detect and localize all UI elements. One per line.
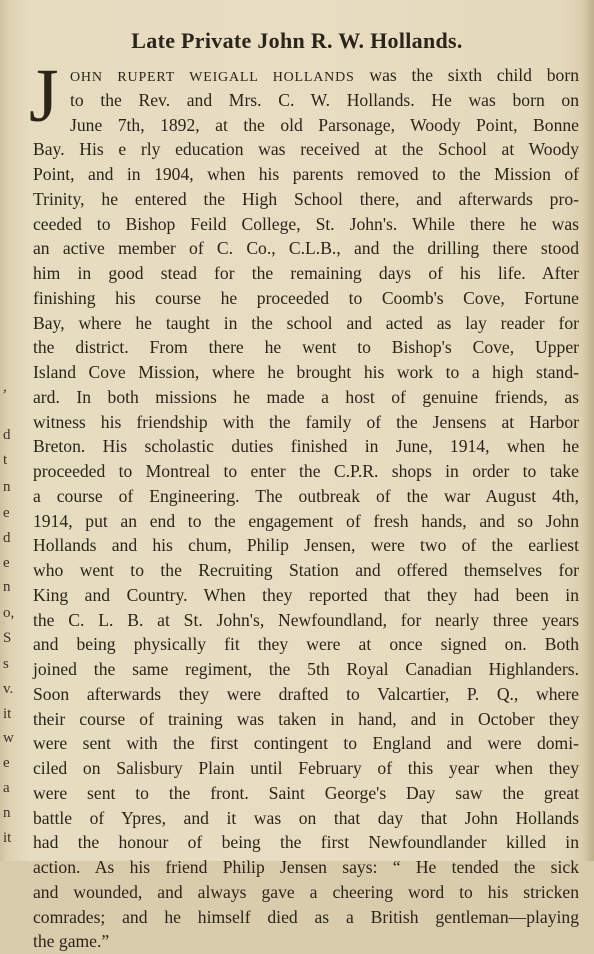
- article-line: to the Rev. and Mrs. C. W. Hollands. He was born on: [70, 89, 579, 110]
- article-line: the district. From there he went to Bishop's Cove, Upper: [33, 337, 579, 358]
- author-name-smallcaps: OHN RUPERT WEIGALL HOLLANDS: [70, 70, 355, 85]
- article-line: Bay. His e rly education was received at the School at Woody: [33, 139, 579, 160]
- article-line: Bay, where he taught in the school and acted as lay reader for: [33, 312, 579, 333]
- article-line: proceeded to Montreal to enter the C.P.R. shops in order to take: [33, 461, 579, 481]
- article-line: battle of Ypres, and it was on that day that John Hollands: [33, 807, 579, 828]
- article-line: a course of Engineering. The outbreak of the war August 4th,: [33, 485, 579, 506]
- article-line: ard. In both missions he made a host of genuine friends, as: [33, 386, 579, 407]
- margin-fragment: a: [3, 780, 10, 796]
- article-line: Trinity, he entered the High School there, and afterwards pro-: [33, 188, 579, 209]
- margin-fragment: o,: [3, 605, 15, 621]
- margin-fragment: d: [3, 530, 11, 546]
- article-line-last: the game.”: [33, 931, 110, 952]
- first-line-text: was the sixth child born: [354, 65, 580, 85]
- article-line: him in good stead for the remaining days of his life. After: [33, 263, 579, 283]
- article-line: Point, and in 1904, when his parents removed to the Mission of: [33, 164, 579, 184]
- article-line: joined the same regiment, the 5th Royal Canadian Highlanders.: [33, 659, 579, 679]
- article-line: Hollands and his chum, Philip Jensen, were two of the earliest: [33, 535, 579, 556]
- article-line: [33, 63, 579, 88]
- article-line: ciled on Salisbury Plain until February of this year when they: [33, 758, 579, 778]
- article-line: were sent with the first contingent to England and were domi-: [33, 733, 579, 754]
- article-line: and wounded, and always gave a cheering word to his stricken: [33, 881, 579, 902]
- article-title: Late Private John R. W. Hollands.: [131, 28, 463, 53]
- article-line: action. As his friend Philip Jensen says: “ He tended the sick: [33, 857, 579, 877]
- margin-fragment: it: [3, 830, 12, 846]
- article-line: and being physically fit they were at once signed on. Both: [33, 634, 579, 655]
- page-edge-shadow: [582, 0, 594, 861]
- article-line: had the honour of being the first Newfoundlander killed in: [33, 832, 579, 853]
- article-line: witness his friendship with the family of the Jensens at Harbor: [33, 411, 579, 432]
- margin-fragment: n: [3, 579, 11, 595]
- article-line: comrades; and he himself died as a British gentleman—playing: [33, 906, 579, 927]
- article-line: ceeded to Bishop Feild College, St. John's. While there he was: [33, 213, 579, 234]
- margin-fragment: e: [3, 555, 10, 571]
- margin-fragment: it: [3, 706, 12, 722]
- margin-fragment: v.: [3, 681, 14, 697]
- article-line: King and Country. When they reported that they had been in: [33, 584, 579, 605]
- article-line: the C. L. B. at St. John's, Newfoundland, for nearly three years: [33, 609, 579, 630]
- article-line: Island Cove Mission, where he brought his work to a high stand-: [33, 362, 579, 382]
- article-line: who went to the Recruiting Station and offered themselves for: [33, 560, 579, 580]
- article-line: 1914, put an end to the engagement of fresh hands, and so John: [33, 510, 579, 531]
- margin-fragment: n: [3, 479, 11, 495]
- article-line: were sent to the front. Saint George's Day saw the great: [33, 782, 579, 803]
- article-body: [29, 54, 580, 954]
- article-line: an active member of C. Co., C.L.B., and the drilling there stood: [33, 238, 579, 259]
- article-line: June 7th, 1892, at the old Parsonage, Woody Point, Bonne: [70, 114, 579, 135]
- margin-fragment: n: [3, 805, 11, 821]
- margin-fragment: d: [3, 427, 11, 443]
- margin-fragment: ,: [3, 379, 7, 395]
- margin-fragment: e: [3, 755, 10, 771]
- margin-fragment: e: [3, 505, 10, 521]
- margin-fragment: w: [3, 730, 14, 746]
- article-line: their course of training was taken in hand, and in October they: [33, 708, 579, 729]
- article-line: Soon afterwards they were drafted to Valcartier, P. Q., where: [33, 683, 579, 704]
- drop-cap: J: [29, 54, 59, 138]
- article-line: Breton. His scholastic duties finished in June, 1914, when he: [33, 436, 579, 457]
- margin-fragment: S: [3, 630, 12, 646]
- margin-fragment: s: [3, 656, 9, 672]
- article-line: finishing his course he proceeded to Coomb's Cove, Fortune: [33, 287, 579, 308]
- adjacent-column-fragments: [0, 0, 20, 861]
- margin-fragment: t: [3, 452, 8, 468]
